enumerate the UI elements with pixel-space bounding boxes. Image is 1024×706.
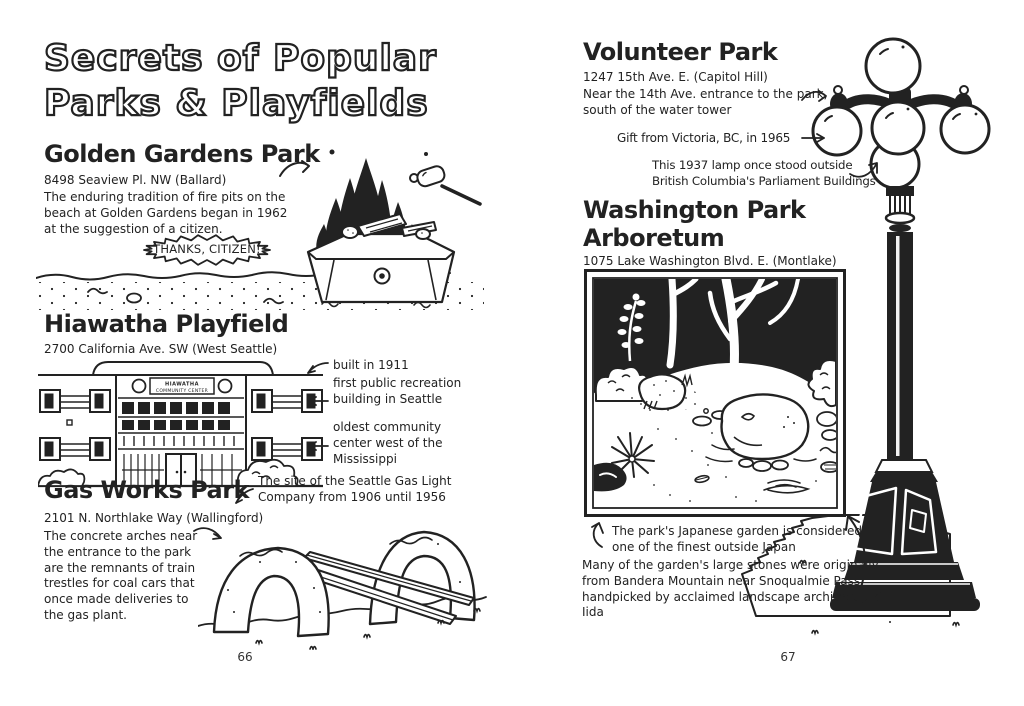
arrow-first-public (306, 395, 330, 407)
page-title (44, 36, 474, 126)
arboretum-heading (583, 196, 806, 252)
arrow-to-gas-works-heading (233, 486, 255, 506)
arrow-entrance (800, 86, 830, 106)
arrow-lamp-history (848, 156, 882, 180)
volunteer-note-lamp: This 1937 lamp once stood outside British Columbia's Parliament Buildings (652, 158, 876, 188)
annotation-built: built in 1911 (333, 358, 409, 372)
page-title-line1: Secrets of Popular (44, 38, 437, 79)
arboretum-heading-line1: Washington Park (583, 196, 806, 224)
golden-gardens-address: 8498 Seaview Pl. NW (Ballard) (44, 173, 227, 187)
annotation-first-public: first public recreation building in Seattle (333, 376, 462, 406)
hiawatha-address: 2700 California Ave. SW (West Seattle) (44, 342, 278, 356)
community-center-illustration (38, 358, 323, 493)
building-sign-line2: COMMUNITY CENTER (155, 389, 209, 394)
page-number-right: 67 (780, 650, 796, 664)
arboretum-body: Many of the garden's large stones were originally from Bandera Mountain near Snoqualmie Pass, handpicked by acclaimed landscape architect Juki Iida (582, 558, 882, 620)
volunteer-park-heading: Volunteer Park (583, 38, 778, 66)
golden-gardens-heading: Golden Gardens Park (44, 140, 320, 168)
arboretum-note-garden: The park's Japanese garden is considered one of the finest outside Japan (612, 524, 862, 554)
annotation-oldest-center: oldest community center west of the Mississippi (333, 420, 443, 466)
arboretum-address: 1075 Lake Washington Blvd. E. (Montlake) (583, 254, 837, 268)
arboretum-heading-line2: Arboretum (583, 224, 725, 252)
arrow-garden-note (588, 521, 608, 549)
speech-bubble-text: THANKS, CITIZEN! (153, 242, 261, 257)
golden-gardens-body: The enduring tradition of fire pits on the beach at Golden Gardens began in 1962 at the suggestion of a citizen. (44, 190, 288, 236)
gas-works-heading: Gas Works Park (44, 476, 250, 504)
arrow-gift (800, 132, 828, 144)
building-sign-line1: HIAWATHA (165, 381, 199, 388)
volunteer-note-gift: Gift from Victoria, BC, in 1965 (617, 131, 791, 145)
arrow-built-1911 (306, 360, 330, 376)
arrow-to-garden-frame (826, 508, 868, 604)
gas-works-note: The site of the Seattle Gas Light Company from 1906 until 1956 (258, 474, 452, 504)
concrete-arches-illustration (198, 510, 490, 650)
page-title-line2: Parks & Playfields (44, 83, 429, 124)
volunteer-park-address: 1247 15th Ave. E. (Capitol Hill) (583, 70, 768, 84)
page-number-left: 66 (237, 650, 253, 664)
hiawatha-heading: Hiawatha Playfield (44, 310, 289, 338)
volunteer-note-location: Near the 14th Ave. entrance to the park, south of the water tower (583, 87, 828, 117)
arrow-oldest-center (306, 440, 330, 452)
gas-works-address: 2101 N. Northlake Way (Wallingford) (44, 511, 264, 525)
japanese-garden-illustration (584, 269, 846, 517)
gas-works-body: The concrete arches near the entrance to the park are the remnants of train trestles for coal cars that once made deliveries to the gas plant. (44, 529, 198, 623)
arrow-to-fire-pit (278, 158, 314, 180)
